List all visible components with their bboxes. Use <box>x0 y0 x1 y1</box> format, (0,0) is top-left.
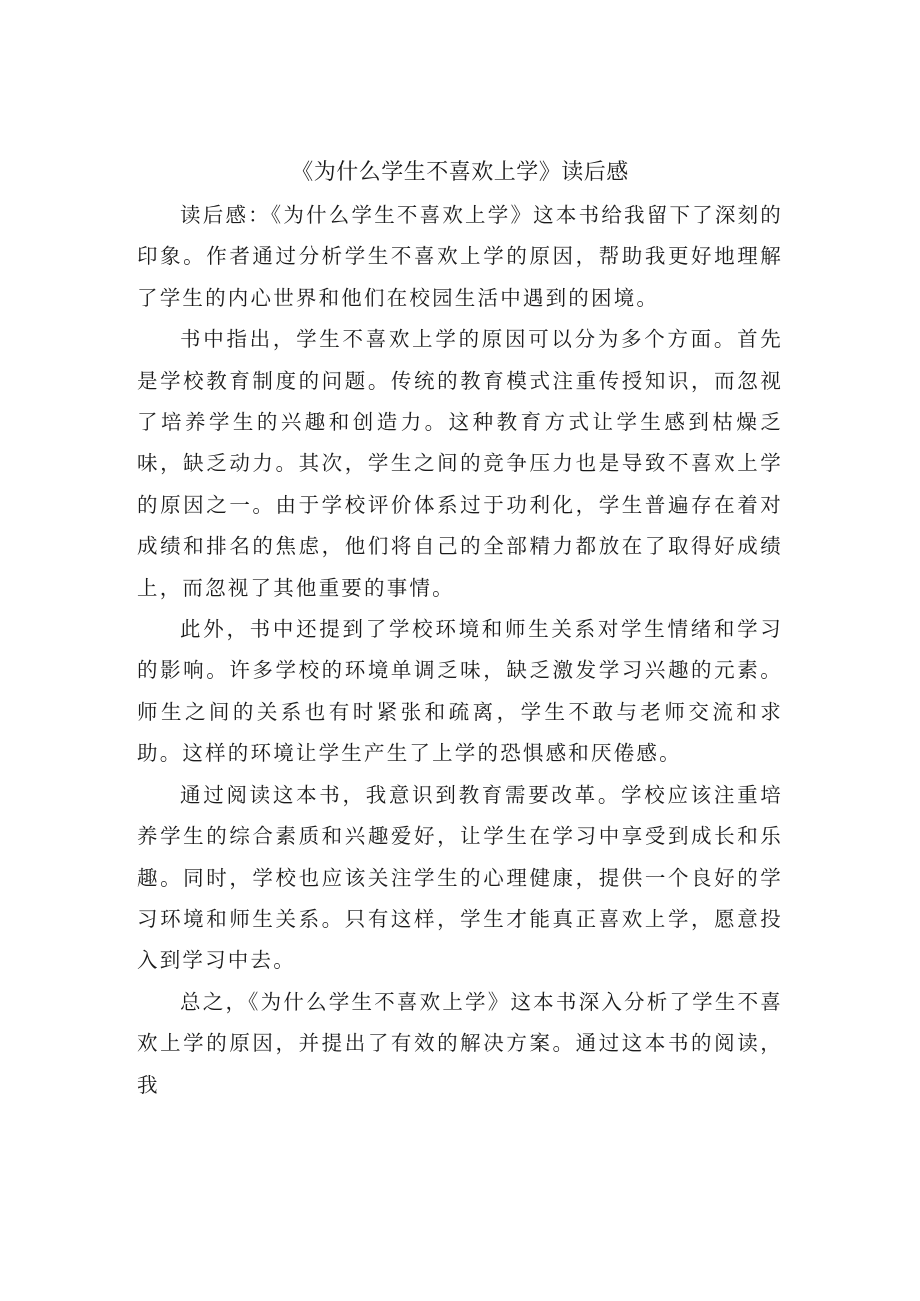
paragraph-5: 总之，《为什么学生不喜欢上学》这本书深入分析了学生不喜欢上学的原因，并提出了有效的解决方案。通过这本书的阅读，我 <box>137 989 783 1097</box>
document-title: 《为什么学生不喜欢上学》读后感 <box>291 160 629 185</box>
paragraph-1: 读后感：《为什么学生不喜欢上学》这本书给我留下了深刻的印象。作者通过分析学生不喜欢上学的原因，帮助我更好地理解了学生的内心世界和他们在校园生活中遇到的困境。 <box>137 203 783 310</box>
document-body <box>137 195 783 1106</box>
paragraph-2: 书中指出，学生不喜欢上学的原因可以分为多个方面。首先是学校教育制度的问题。传统的教育模式注重传授知识，而忽视了培养学生的兴趣和创造力。这种教育方式让学生感到枯燥乏味，缺乏动力。其次，学生之间的竞争压力也是导致不喜欢上学的原因之一。由于学校评价体系过于功利化，学生普遍存在着对成绩和排名的焦虑，他们将自己的全部精力都放在了取得好成绩上，而忽视了其他重要的事情。 <box>137 327 783 600</box>
paragraph-3: 此外，书中还提到了学校环境和师生关系对学生情绪和学习的影响。许多学校的环境单调乏味，缺乏激发学习兴趣的元素。师生之间的关系也有时紧张和疏离，学生不敢与老师交流和求助。这样的环境让学生产生了上学的恐惧感和厌倦感。 <box>137 617 783 766</box>
paragraph-4: 通过阅读这本书，我意识到教育需要改革。学校应该注重培养学生的综合素质和兴趣爱好，让学生在学习中享受到成长和乐趣。同时，学校也应该关注学生的心理健康，提供一个良好的学习环境和师生关系。只有这样，学生才能真正喜欢上学，愿意投入到学习中去。 <box>137 782 783 973</box>
